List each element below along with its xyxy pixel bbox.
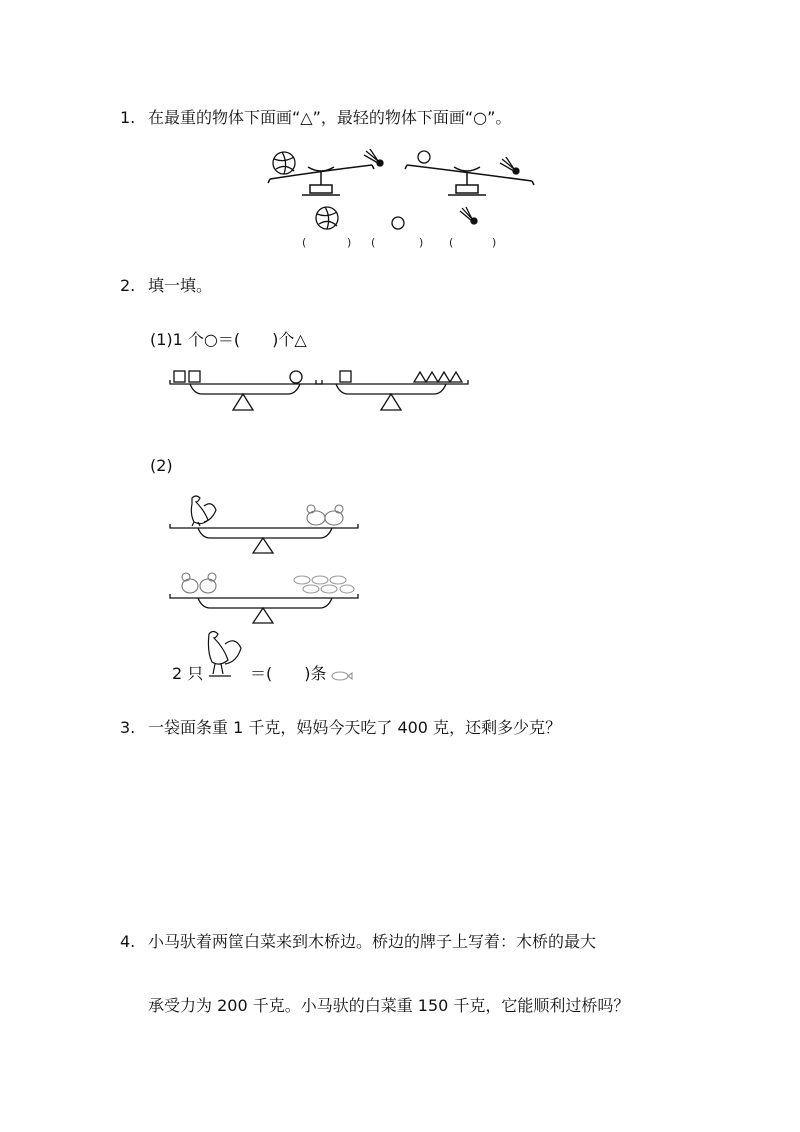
rooster-icon (191, 496, 216, 526)
square-shape (174, 371, 185, 382)
triangle-fulcrum (253, 538, 273, 553)
triangle-fulcrum (381, 394, 401, 410)
question-1 (120, 108, 511, 128)
question-number: 2. (120, 276, 136, 295)
fish-icon (331, 670, 353, 682)
question-3 (120, 718, 561, 738)
ping-pong-ball-icon (418, 151, 430, 163)
square-shape (340, 371, 351, 382)
q1-blank-3-close: ) (492, 236, 497, 249)
q1-blank-2-close: ) (419, 236, 424, 249)
q1-blank-1-open: ( (302, 236, 307, 249)
question-2 (120, 276, 212, 296)
triangle-shape (426, 372, 438, 382)
ping-pong-ball-icon (392, 217, 404, 229)
q1-blank-2-open: ( (371, 236, 376, 249)
triangle-fulcrum (233, 394, 253, 410)
question-number: 4. (120, 932, 136, 951)
question-text: 填一填。 (148, 276, 213, 295)
q2-part1-label: (1)1 个○＝( )个△ (150, 330, 307, 349)
question-text-line-1: 小马驮着两筐白菜来到木桥边。桥边的牌子上写着：木桥的最大 (148, 932, 597, 951)
volleyball-icon (273, 152, 295, 174)
part1-seesaws (168, 366, 473, 416)
q2-part2-label: (2) (150, 456, 173, 475)
q1-objects-row (300, 205, 500, 231)
question-text-line-2: 承受力为 200 千克。小马驮的白菜重 150 千克，它能顺利过桥吗？ (148, 996, 630, 1015)
duck-icon (182, 573, 216, 593)
part2-seesaw-2 (168, 566, 363, 628)
rooster-icon (203, 628, 247, 682)
question-text: 在最重的物体下面画“△”，最轻的物体下面画“○”。 (148, 108, 512, 127)
triangle-fulcrum (253, 608, 273, 623)
question-number: 3. (120, 718, 136, 737)
shuttlecock-icon (500, 157, 519, 174)
q1-blank-3-open: ( (449, 236, 454, 249)
balance-scales-illustration (262, 145, 542, 205)
triangle-shape (438, 372, 450, 382)
volleyball-icon (316, 207, 338, 229)
q2-part2-answer-mid: ＝( )条 (250, 664, 327, 683)
circle-shape (290, 371, 302, 383)
triangle-shape (450, 372, 462, 382)
triangle-shape (414, 372, 426, 382)
shuttlecock-icon (460, 207, 477, 224)
question-4 (120, 932, 596, 952)
fish-icon (294, 576, 354, 593)
part2-seesaw-1 (168, 494, 363, 556)
q2-part2-answer-prefix: 2 只 (172, 664, 204, 683)
q1-blank-1-close: ) (347, 236, 352, 249)
duck-icon (307, 505, 343, 525)
shuttlecock-icon (364, 149, 383, 166)
square-shape (189, 371, 200, 382)
left-balance-scale (268, 165, 374, 195)
question-number: 1. (120, 108, 136, 127)
question-text: 一袋面条重 1 千克，妈妈今天吃了 400 克，还剩多少克？ (148, 718, 562, 737)
